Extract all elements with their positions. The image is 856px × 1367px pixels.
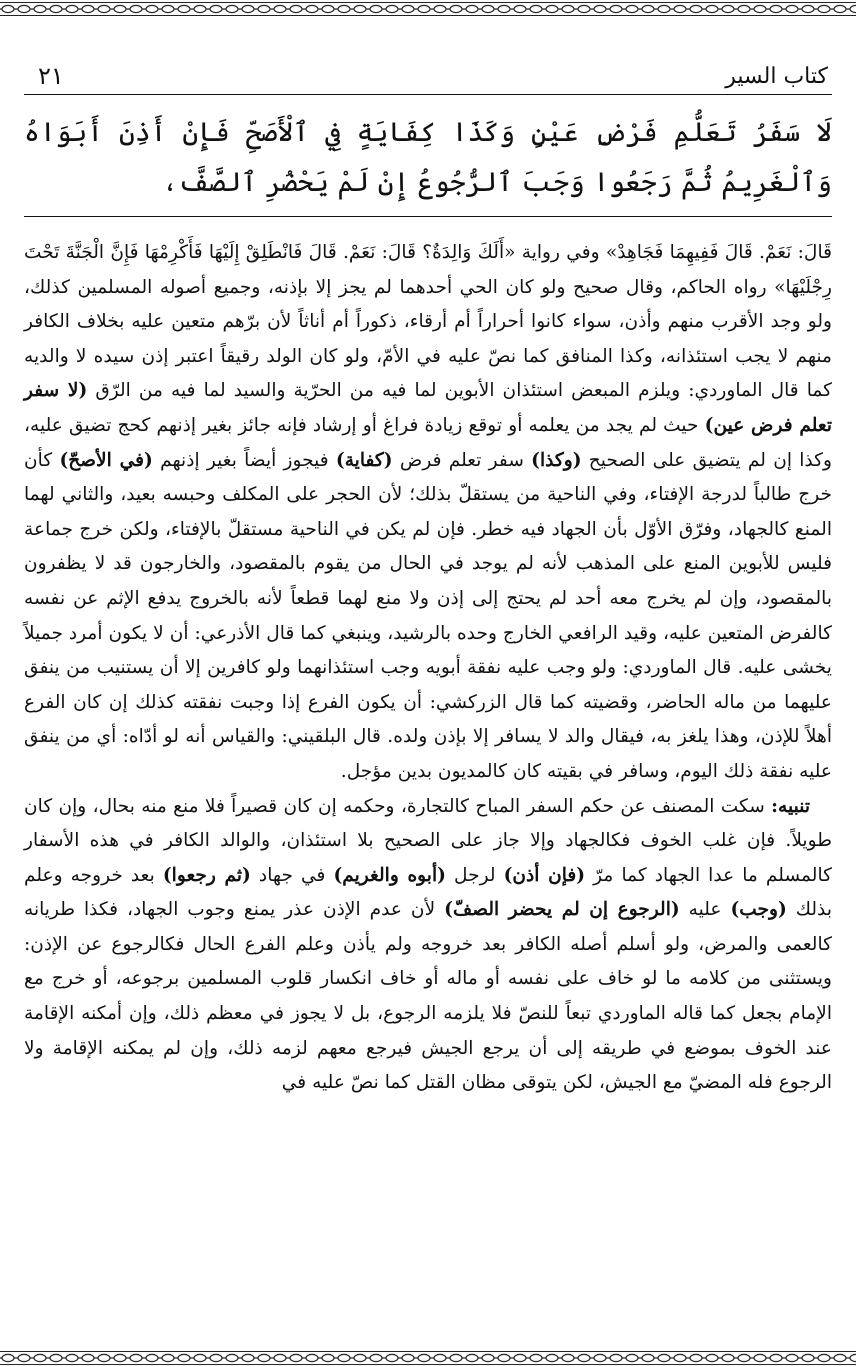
page-header: [24, 58, 832, 95]
matn-text: لَا سَفَرُ تَعَلُّمِ فَرْضِ عَيْنٍ وَكَذَا كِفَايَةٍ فِي ٱلْأَصَحِّ فَإِنْ أَذِنَ أَبَوَاهُ وَٱلْغَرِيمُ ثُمَّ رَجَعُوا وَجَبَ ٱلرُّجُوعُ إِنْ لَمْ يَحْضُرِ ٱلصَّفَّ،: [24, 117, 832, 198]
page-number: ٢١: [38, 62, 64, 90]
book-title: كتاب السير: [725, 64, 828, 89]
matn-separator-rule: [24, 216, 832, 217]
commentary-paragraph: قَالَ: نَعَمْ. قَالَ فَفِيهِمَا فَجَاهِدْ» وفي رواية «أَلَكَ وَالِدَةٌ؟ قَالَ: نَعَمْ. قَالَ فَانْطَلِقْ إِلَيْهَا فَأَكْرِمْهَا فَإِنَّ الْجَنَّةَ تَحْتَ رِجْلَيْهَا» رواه الحاكم، وقال صحيح ولو كان الحي أحدهما لم يجز إلا بإذنه، وجميع أصوله المسلمين كذلك، ولو وجد الأقرب منهم وأذن، سواء كانوا أحراراً أم أرقاء، ذكوراً أم أناثاً لأن برّهم متعين عليه بخلاف الكافر منهم لا يجب استئذانه، وكذا المنافق كما نصّ عليه في الأمّ، ولو كان الولد رقيقاً اعتبر إذن سيده لا والديه كما قال الماوردي: ويلزم المبعض استئذان الأبوين لما فيه من الحرّية والسيد لما فيه من الرّق (لا سفر تعلم فرض عين) حيث لم يجد من يعلمه أو توقع زيادة فراغ أو إرشاد فإنه جائز بغير إذنهم كحج تضيق عليه، وكذا إن لم يتضيق على الصحيح (وكذا) سفر تعلم فرض (كفاية) فيجوز أيضاً بغير إذنهم (في الأصحّ) كأن خرج طالباً لدرجة الإفتاء، وفي الناحية من يستقلّ بذلك؛ لأن الحجر على المكلف وحبسه بعيد، والثاني لهما المنع كالجهاد، وفرّق الأوّل بأن الجهاد فيه خطر. فإن لم يكن في الناحية مستقلّ بالإفتاء، ولكن خرج جماعة فليس للأبوين المنع على المذهب لأنه لم يوجد في الحال من يقوم بالمقصود، والخارجون قد لا يظفرون بالمقصود، وإن لم يخرج معه أحد لم يحتج إلى إذن ولا منع لهما قطعاً لأنه بالخروج يدفع الإثم عن نفسه كالفرض المتعين عليه، وقيد الرافعي الخارج وحده بالرشيد، وينبغي كما قال الأذرعي: أن لا يكون أمرد جميلاً يخشى عليه. قال الماوردي: ولو وجب عليه نفقة أبويه وجب استئذانهما ولو كافرين إلا أن يستنيب من ينفق عليهما من ماله الحاضر، وقضيته كما قال الزركشي: أن يكون الفرع إذا وجبت نفقته كذلك إن كان الفرع أهلاً للإذن، وهذا يلغز به، فيقال والد لا يسافر إلا بإذن ولده. قال البلقيني: والقياس أنه لو أدّاه: أي من ينفق عليه نفقة ذلك اليوم، وسافر في بقيته كان كالمديون بدين مؤجل.: [24, 242, 833, 782]
tanbih-label: تنبيه:: [771, 795, 810, 817]
tanbih-paragraph: تنبيه: سكت المصنف عن حكم السفر المباح كالتجارة، وحكمه إن كان قصيراً فلا منع منه بحال، وإن كان طويلاً. فإن غلب الخوف فكالجهاد وإلا جاز على الصحيح بلا استئذان، والوالد الكافر في هذه الأسفار كالمسلم ما عدا الجهاد كما مرّ (فإن أذن) لرجل (أبوه والغريم) في جهاد (ثم رجعوا) بعد خروجه وعلم بذلك (وجب) عليه (الرجوع إن لم يحضر الصفّ) لأن عدم الإذن عذر يمنع وجوب الجهاد، فكذا طريانه كالعمى والمرض، ولو أسلم أصله الكافر بعد خروجه ولم يأذن وعلم الفرع الحال فكالرجوع عن الإذن: ويستثنى من كلامه ما لو خاف على نفسه أو ماله أو خاف انكسار قلوب المسلمين برجوعه، أو خرج مع الإمام بجعل كما قاله الماوردي تبعاً للنصّ فلا يلزمه الرجوع، بل لا يجوز في معظم ذلك، وإن أمكنه الإقامة عند الخوف بموضع في طريقه إلى أن يرجع الجيش فيرجع معهم لزمه ذلك، وإن لم يمكنه الإقامة ولا الرجوع فله المضيّ مع الجيش، لكن يتوقى مظان القتل كما نصّ عليه في: [24, 795, 832, 1094]
commentary-body: [24, 236, 832, 1101]
top-ornamental-border: [0, 0, 856, 18]
bottom-ornamental-border: [0, 1349, 856, 1367]
